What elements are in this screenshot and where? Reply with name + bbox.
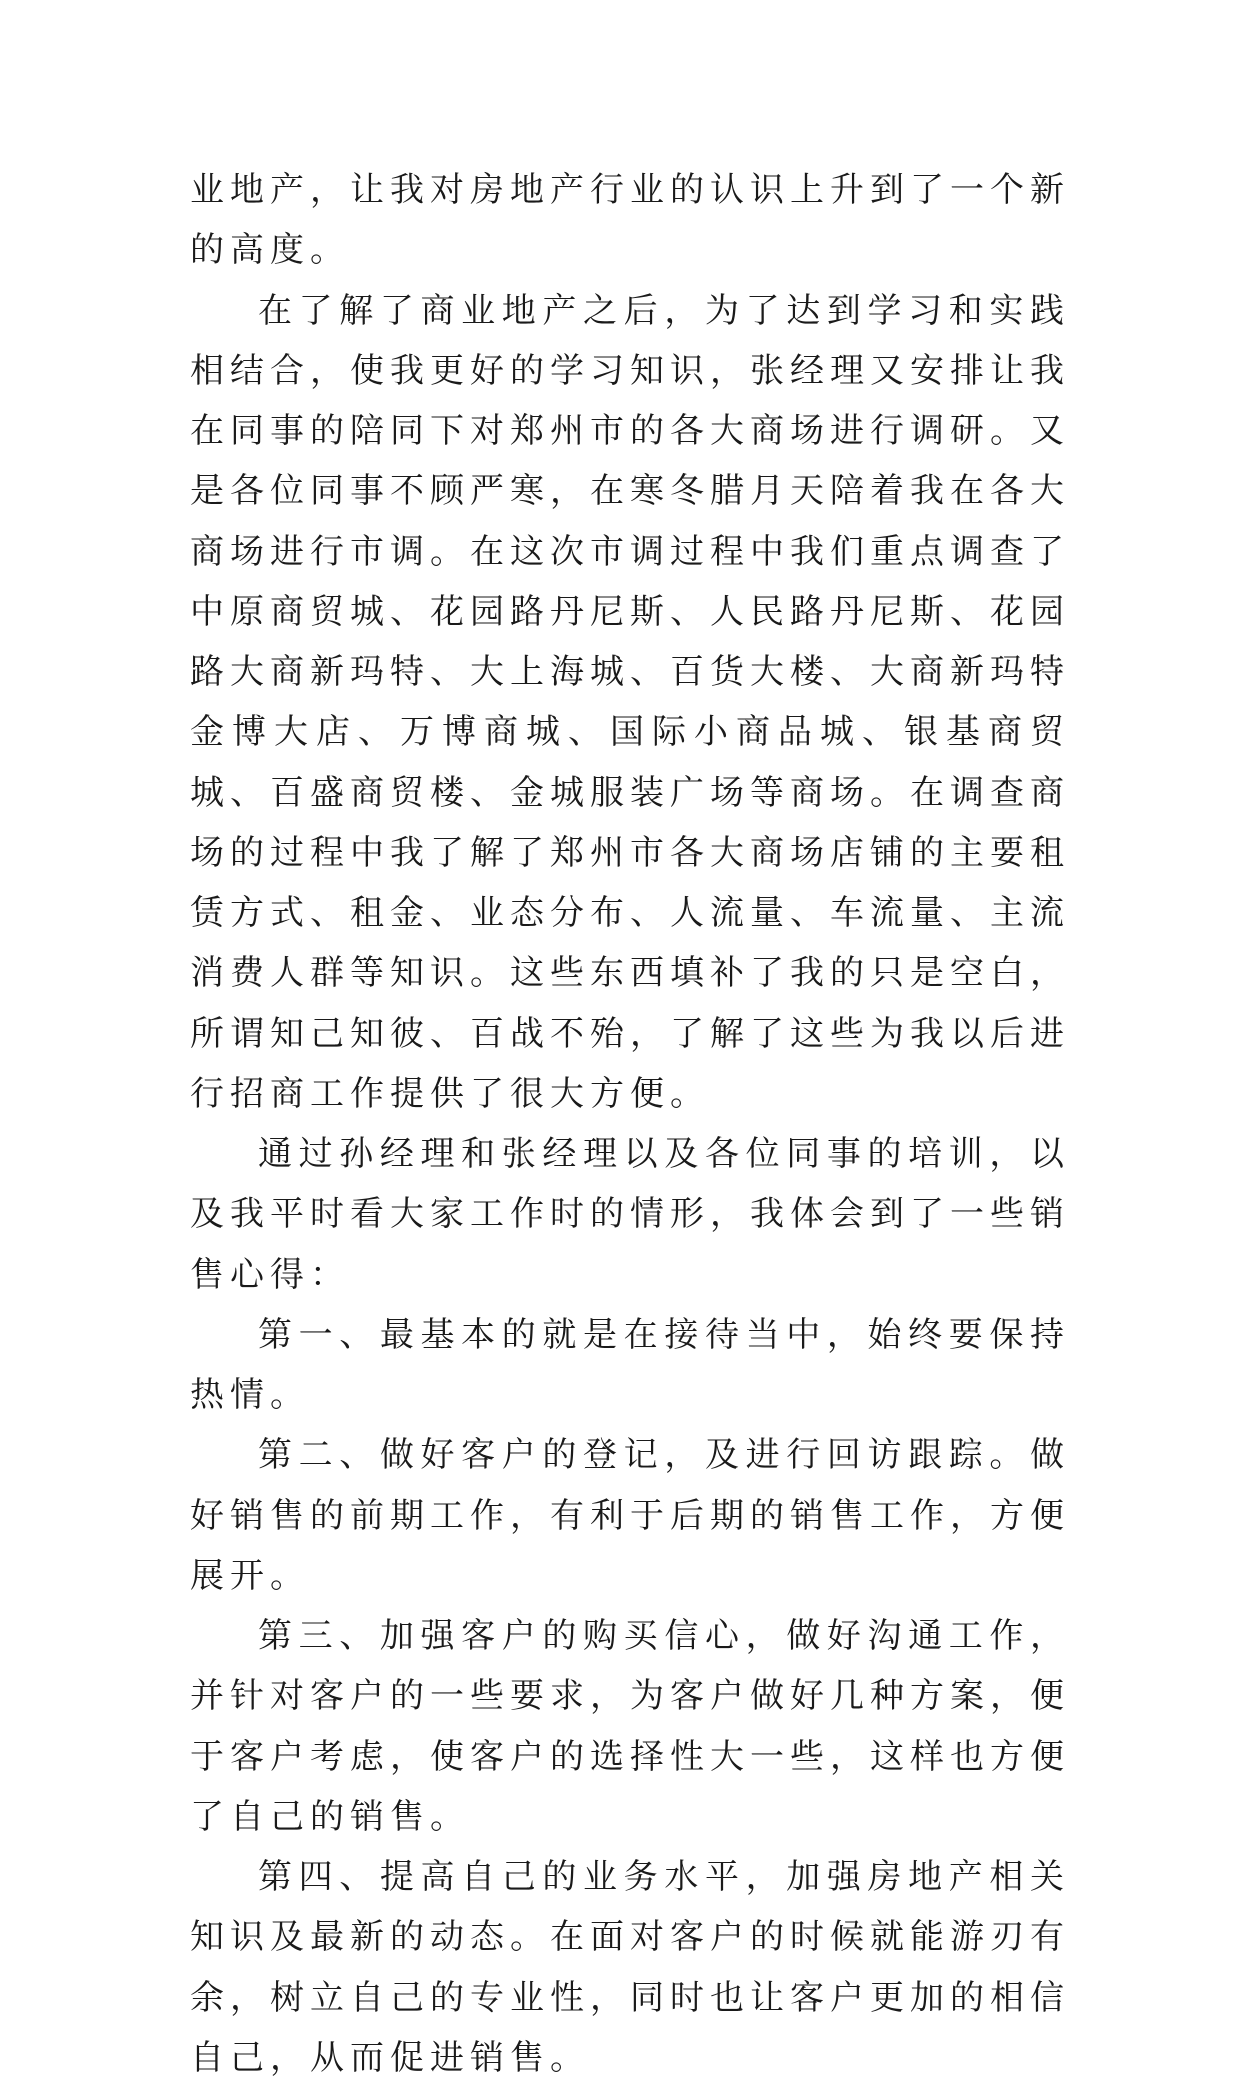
paragraph-point-one: 第一、最基本的就是在接待当中，始终要保持热情。 [190,1314,1070,1415]
paragraph-sales-insights-intro: 通过孙经理和张经理以及各位同事的培训，以及我平时看大家工作时的情形，我体会到了一些销售心得： [190,1134,1070,1295]
paragraph-continuation: 业地产，让我对房地产行业的认识上升到了一个新的高度。 [190,170,1070,271]
paragraph-point-four: 第四、提高自己的业务水平，加强房地产相关知识及最新的动态。在面对客户的时候就能游刃有余，树立自己的专业性，同时也让客户更加的相信自己，从而促进销售。 [190,1857,1070,2078]
document-body [190,160,1070,2088]
paragraph-point-three: 第三、加强客户的购买信心，做好沟通工作，并针对客户的一些要求，为客户做好几种方案，便于客户考虑，使客户的选择性大一些，这样也方便了自己的销售。 [190,1616,1070,1837]
paragraph-market-research: 在了解了商业地产之后，为了达到学习和实践相结合，使我更好的学习知识，张经理又安排让我在同事的陪同下对郑州市的各大商场进行调研。又是各位同事不顾严寒，在寒冬腊月天陪着我在各大商场进行市调。在这次市调过程中我们重点调查了中原商贸城、花园路丹尼斯、人民路丹尼斯、花园路大商新玛特、大上海城、百货大楼、大商新玛特金博大店、万博商城、国际小商品城、银基商贸城、百盛商贸楼、金城服装广场等商场。在调查商场的过程中我了解了郑州市各大商场店铺的主要租赁方式、租金、业态分布、人流量、车流量、主流消费人群等知识。这些东西填补了我的只是空白，所谓知己知彼、百战不殆，了解了这些为我以后进行招商工作提供了很大方便。 [190,290,1070,1114]
paragraph-point-two: 第二、做好客户的登记，及进行回访跟踪。做好销售的前期工作，有利于后期的销售工作，方便展开。 [190,1435,1070,1596]
